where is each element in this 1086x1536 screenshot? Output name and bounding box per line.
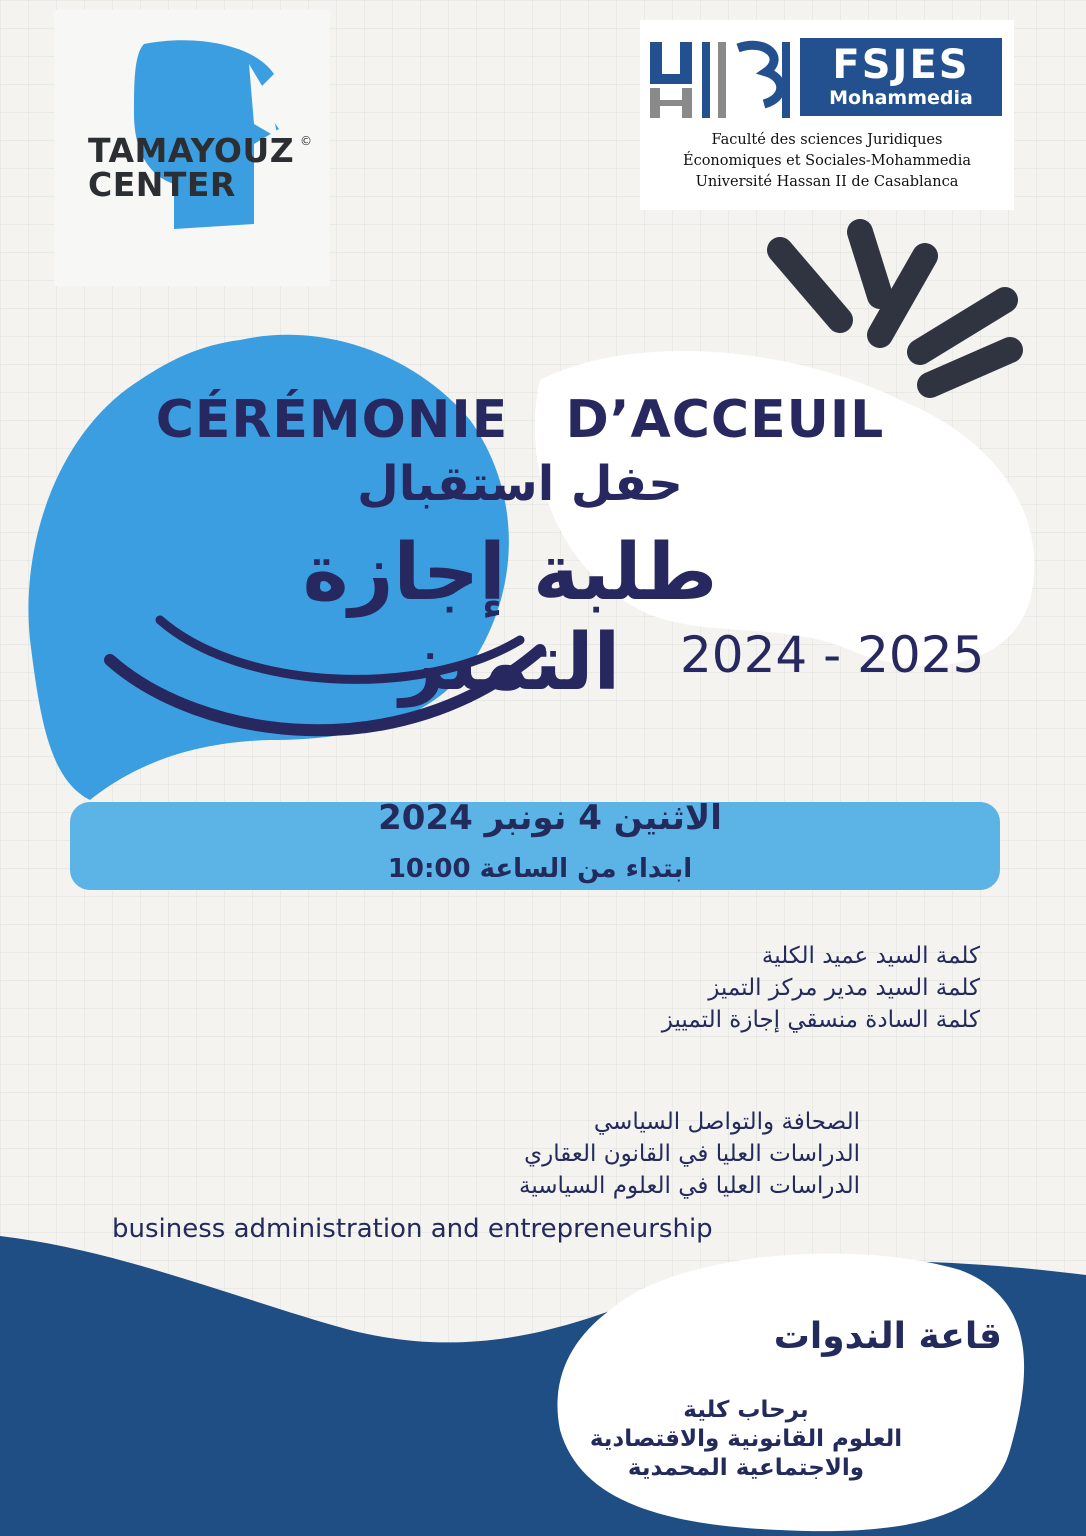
program-item-english: business administration and entrepreneurship: [112, 1214, 713, 1244]
title-french: CÉRÉMONIE D’ACCEUIL: [155, 390, 885, 450]
venue-line: والاجتماعية المحمدية: [627, 1455, 865, 1481]
fsjes-city: Mohammedia: [829, 87, 973, 109]
venue-hall: قاعة الندوات: [773, 1316, 1002, 1357]
fsjes-box: [800, 38, 1002, 116]
faculty-name: [640, 130, 1014, 193]
tamayouz-logo: [54, 10, 330, 286]
speech-item: كلمة السيد عميد الكلية: [761, 943, 980, 969]
program-item: الصحافة والتواصل السياسي: [593, 1109, 860, 1135]
event-date: الاثنين 4 نونبر 2024: [378, 798, 722, 838]
venue-line: برحاب كلية: [683, 1397, 809, 1423]
speech-item: كلمة السيد مدير مركز التميز: [708, 975, 980, 1001]
tamayouz-wordmark: [88, 131, 295, 204]
title-arabic-line1: حفل استقبال: [357, 456, 683, 512]
ray-2: [860, 232, 880, 296]
faculty-line-1: Faculté des sciences Juridiques: [711, 132, 943, 148]
program-item: الدراسات العليا في القانون العقاري: [524, 1141, 860, 1167]
program-item: الدراسات العليا في العلوم السياسية: [518, 1173, 860, 1199]
venue-address: [560, 1396, 932, 1483]
fsjes-logo: [640, 20, 1014, 210]
fsjes-acronym: FSJES: [832, 42, 970, 88]
venue-line: العلوم القانونية والاقتصادية: [589, 1426, 903, 1452]
venue-blob: [557, 1254, 1024, 1532]
event-time: ابتداء من الساعة 10:00: [387, 854, 693, 884]
title-arabic-line2: طلبة إجازة التميز: [302, 528, 718, 708]
academic-years: 2024 - 2025: [680, 626, 985, 684]
faculty-line-2: Économiques et Sociales-Mohammedia: [683, 153, 971, 169]
tamayouz-name-line2: CENTER: [88, 165, 236, 204]
tamayouz-name-line1: TAMAYOUZ: [88, 131, 295, 170]
university-emblem-icon: [646, 38, 796, 120]
ray-1: [780, 250, 840, 320]
ray-5: [930, 350, 1010, 385]
copyright-mark: ©: [300, 134, 312, 148]
speech-item: كلمة السادة منسقي إجازة التمييز: [661, 1007, 980, 1033]
faculty-line-3: Université Hassan II de Casablanca: [695, 174, 959, 190]
programs-list: [380, 1106, 860, 1202]
speeches-list: [560, 940, 980, 1036]
